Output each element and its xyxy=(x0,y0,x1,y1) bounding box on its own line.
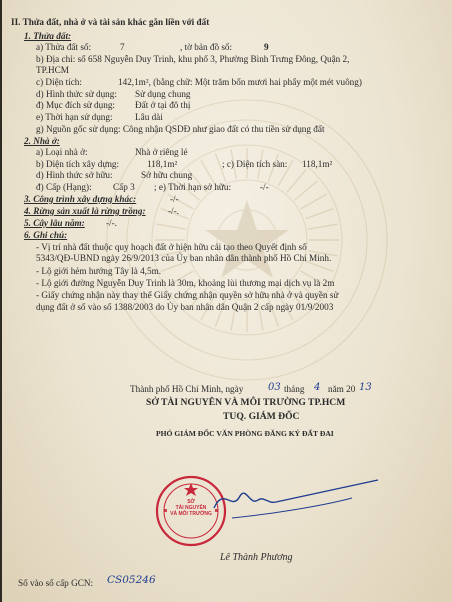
signer-title: PHÓ GIÁM ĐỐC VĂN PHÒNG ĐĂNG KÝ ĐẤT ĐAI xyxy=(156,429,334,438)
emblem-ray xyxy=(156,224,186,229)
watermark-emblem-icon xyxy=(97,90,397,390)
signer-name: Lê Thành Phương xyxy=(220,552,293,563)
authorization-line: TUQ. GIÁM ĐỐC xyxy=(223,411,300,422)
emblem-ray xyxy=(308,224,338,229)
seal-line: VÀ MÔI TRƯỜNG xyxy=(170,511,212,517)
usage-term-value: Lâu dài xyxy=(135,112,163,122)
heading-notes: 6. Ghi chú: xyxy=(24,230,68,240)
planted-forest-value: -/-. xyxy=(168,206,179,216)
issuing-organization: SỞ TÀI NGUYÊN VÀ MÔI TRƯỜNG TP.HCM xyxy=(146,397,346,408)
ownership-form-value: Sở hữu chung xyxy=(141,170,193,180)
usage-form-label: d) Hình thức sử dụng: xyxy=(36,89,117,99)
floor-area-label: ; c) Diện tích sàn: xyxy=(222,159,288,169)
registry-number-value: CS05246 xyxy=(107,574,156,586)
certificate-page xyxy=(2,0,452,602)
heading-perennial-trees: 5. Cây lâu năm: xyxy=(24,218,85,228)
floor-area-value: 118,1m² xyxy=(302,159,333,169)
usage-purpose-value: Đất ở tại đô thị xyxy=(135,100,191,110)
usage-purpose-label: đ) Mục đích sử dụng: xyxy=(36,100,115,110)
house-type-label: a) Loại nhà ở: xyxy=(36,147,88,157)
registry-number-label: Số vào sổ cấp GCN: xyxy=(18,578,94,588)
area-value: 142,1m², (bằng chữ: Một trăm bốn mươi hai phẩy một mét vuông) xyxy=(118,77,362,87)
issue-year-suffix: 13 xyxy=(359,382,372,393)
issue-month: 4 xyxy=(314,382,321,393)
ownership-term-label: ; e) Thời hạn sở hữu: xyxy=(154,182,232,192)
note-line: - Lộ giới đường Nguyễn Duy Trinh là 30m, khoảng lùi thương mại dịch vụ là 2m xyxy=(36,278,335,288)
usage-form-value: Sử dụng chung xyxy=(135,89,191,99)
other-works-value: -/- xyxy=(170,194,179,204)
build-area-label: b) Diện tích xây dựng: xyxy=(36,159,120,169)
heading-house: 2. Nhà ở: xyxy=(24,136,60,146)
section-title: II. Thửa đất, nhà ở và tài sản khác gắn liền với đất xyxy=(11,17,210,27)
usage-origin-line: g) Nguồn gốc sử dụng: Công nhận QSDĐ như giao đất có thu tiền sử dụng đất xyxy=(36,124,325,134)
heading-planted-forest: 4. Rừng sản xuất là rừng trồng: xyxy=(24,206,146,216)
seal-line: TÀI NGUYÊN xyxy=(175,505,207,511)
seal-line: SỞ xyxy=(187,499,195,505)
house-type-value: Nhà ở riêng lẻ xyxy=(135,147,188,157)
issue-month-word: tháng xyxy=(284,384,305,394)
build-area-value: 118,1m² xyxy=(147,159,178,169)
address-line-cont: TP.HCM xyxy=(36,65,69,75)
emblem-ray xyxy=(305,209,333,219)
note-line: 5343/QĐ-UBND ngày 26/9/2013 của Ủy ban nhân dân thành phố Hồ Chí Minh. xyxy=(36,253,332,263)
plot-number-label: a) Thửa đất số: xyxy=(36,42,92,52)
heading-other-works: 3. Công trình xây dựng khác: xyxy=(24,194,137,204)
perennial-trees-value: -/-. xyxy=(106,218,117,228)
heading-land-plot: 1. Thửa đất: xyxy=(24,31,72,41)
area-label: c) Diện tích: xyxy=(36,77,82,87)
emblem-ray xyxy=(294,181,317,200)
emblem-ray xyxy=(287,170,306,193)
note-line: - Giấy chứng nhận này thay thế Giấy chứng nhận quyền sở hữu nhà ở và quyền sử xyxy=(36,290,339,300)
house-grade-value: Cấp 3 xyxy=(113,182,135,192)
issue-year-word: năm 20 xyxy=(328,384,356,394)
plot-number-value: 7 xyxy=(120,42,125,52)
note-line: - Vị trí nhà đất thuộc quy hoạch đất ở hiện hữu cải tạo theo Quyết định số xyxy=(36,242,307,252)
map-sheet-value: 9 xyxy=(264,42,269,52)
emblem-ray xyxy=(301,194,327,209)
house-grade-label: đ) Cấp (Hạng): xyxy=(36,182,92,192)
map-sheet-label: , tờ bản đồ số: xyxy=(180,42,233,52)
ownership-term-value: -/- xyxy=(260,182,269,192)
address-line: b) Địa chỉ: số 658 Nguyễn Duy Trinh, khu phố 3, Phường Bình Trưng Đông, Quận 2, xyxy=(36,54,350,64)
note-line: dụng đất ở số vào sổ 1388/2003 do Ủy ban nhân dân Quận 2 cấp ngày 01/9/2003 xyxy=(36,302,334,312)
usage-term-label: e) Thời hạn sử dụng: xyxy=(36,112,113,122)
issue-day: 03 xyxy=(268,382,281,393)
note-line: - Lộ giới hẻm hướng Tây là 4,5m. xyxy=(36,266,162,276)
issue-date-prefix: Thành phố Hồ Chí Minh, ngày xyxy=(130,384,244,394)
handwritten-signature-icon xyxy=(202,478,382,526)
ownership-form-label: d) Hình thức sở hữu: xyxy=(36,170,113,180)
